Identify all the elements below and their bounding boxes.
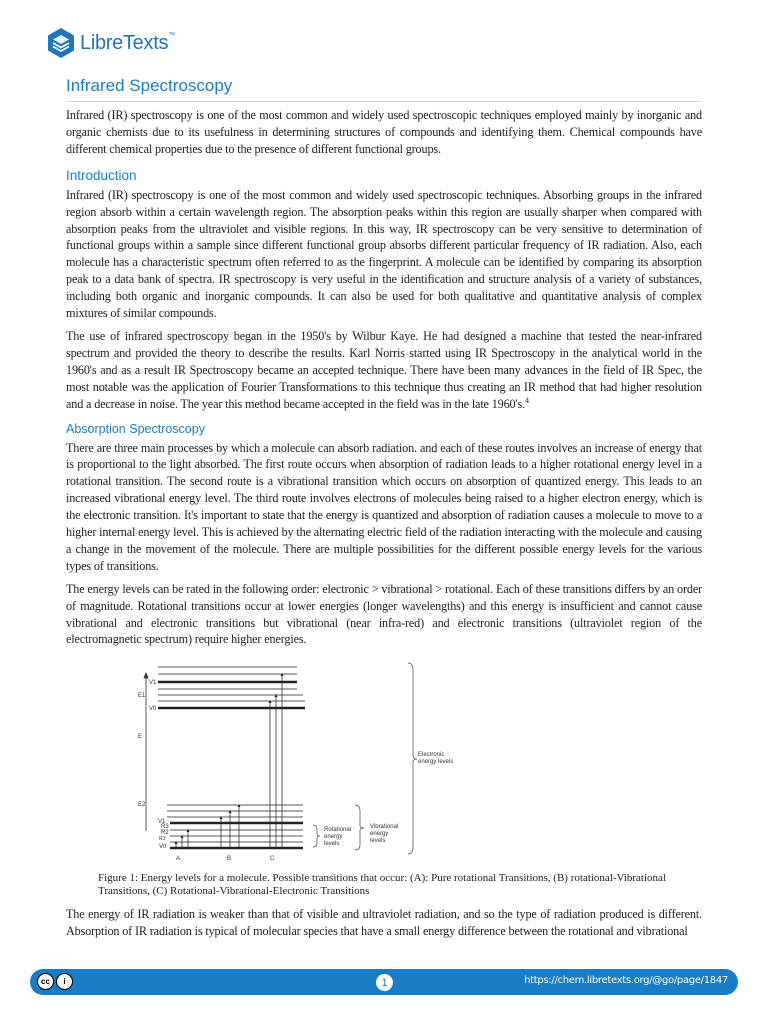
absorption-paragraph-2: The energy levels can be rated in the following order: electronic > vibrational > rotational. Each of these transitions differs by an order of magnitude. Rotational transitions occur at lower energies (longer wavelengths) and this energy is insufficient and cannot cause vibrational and electronic transitions but vibrational (near infra-red) and electronic transitions (ultraviolet region of the electromagnetic spectrum) require higher energies. — [66, 581, 702, 647]
section-heading-absorption: Absorption Spectroscopy — [66, 421, 205, 436]
page-footer — [30, 969, 738, 995]
label-a: A — [176, 856, 181, 863]
rotational-label-3: levels — [324, 841, 340, 848]
cc-by-license[interactable] — [37, 973, 73, 990]
vibrational-label-2: energy — [370, 831, 389, 838]
figure-caption: Figure 1: Energy levels for a molecule. Possible transitions that occur: (A): Pure rotational Transitions, (B) rotational-Vibrational Transitions, (C) Rotational-Vibrational-Electronic Transitions — [98, 872, 666, 898]
lower-energy-levels — [167, 805, 303, 848]
logo-text: LibreTexts™ — [80, 31, 175, 54]
closing-paragraph: The energy of IR radiation is weaker than that of visible and ultraviolet radiation, and so the type of radiation produced is different. Absorption of IR radiation is typical of molecular species that have a small energy difference between the rotational and vibrational — [66, 907, 702, 939]
label-e1: E1 — [138, 693, 146, 700]
vibrational-label-3: levels — [370, 838, 386, 845]
absorption-paragraph-1: There are three main processes by which a molecule can absorb radiation. and each of these routes involves an increase of energy that is proportional to the light absorbed. The first route occurs when absorption of radiation leads to a higher rotational energy level in a rotational transition. The second route is a vibrational transition which occurs on absorption of quantized energy. This leads to an increased vibrational energy level. The third route involves electrons of molecules being raised to a higher electron energy, which is the electronic transition. It's important to state that the energy is quantized and absorption of radiation causes a molecule to move to a higher internal energy level. This is achieved by the alternating electric field of the radiation interacting with the molecule and causing a change in the movement of the molecule. There are multiple possibilities for the different possible energy levels for the various types of transitions. — [66, 440, 702, 573]
footnote-ref[interactable]: 4 — [525, 395, 529, 405]
brackets — [313, 663, 417, 854]
introduction-paragraph-2: The use of infrared spectroscopy began in the 1950's by Wilbur Kaye. He had designed a machine that tested the near-infrared spectrum and provided the theory to describe the results. Karl Norris started using IR Spectroscopy in the analytical world in the 1960's and as a result IR Spectroscopy became an accepted technique. There have been many advances in the field of IR Spec, the most notable was the application of Fourier Transformations to this technique thus creating an IR method that had higher resolution and a decrease in noise. The year this method became accepted in the field was in the late 1960's.$^4$ — [66, 328, 702, 411]
electronic-label-1: Electronic — [418, 752, 445, 759]
page-number: 1 — [376, 974, 393, 991]
label-b: B — [227, 856, 232, 863]
libretexts-hexagon-icon — [46, 27, 76, 59]
attribution-icon: i — [56, 973, 73, 990]
section-heading-introduction: Introduction — [66, 167, 137, 183]
label-v0-top: V0 — [149, 706, 157, 713]
label-c: C — [270, 856, 275, 863]
page-title: Infrared Spectroscopy — [66, 76, 702, 102]
libretexts-logo[interactable] — [46, 27, 175, 59]
energy-level-diagram — [66, 658, 702, 868]
arrow-heads — [175, 673, 284, 844]
label-r3: R3 — [161, 824, 169, 831]
upper-energy-levels — [158, 667, 305, 708]
vibrational-label-1: Vibrational — [370, 824, 399, 831]
label-r2: R2 — [161, 830, 169, 837]
introduction-paragraph-1: Infrared (IR) spectroscopy is one of the most common and widely used spectroscopic techniques. Absorbing groups in the infrared region absorb within a certain wavelength region. The absorption peaks within this region are usually sharper when compared with absorption peaks from the ultraviolet and visible regions. In this way, IR spectroscopy can be very sensitive to determination of functional groups within a sample since different functional group absorbs different particular frequency of IR radiation. Also, each molecule has a characteristic spectrum often referred to as the fingerprint. A molecule can be identified by comparing its absorption peak to a data bank of spectra. IR spectroscopy is very useful in the identification and structure analysis of a variety of substances, including both organic and inorganic compounds. It can also be used for both qualitative and quantitative analysis of complex mixtures of similar compounds. — [66, 187, 702, 321]
label-e2: E2 — [138, 802, 146, 809]
label-e: E — [138, 734, 143, 741]
label-v0-bottom: V0 — [159, 844, 167, 851]
label-v1-top: V1 — [149, 680, 157, 687]
intro-paragraph: Infrared (IR) spectroscopy is one of the most common and widely used spectroscopic techniques employed mainly by inorganic and organic chemists due to its usefulness in determining structures of compounds and identifying them. Chemical compounds have different chemical properties due to the presence of different functional groups. — [66, 108, 702, 156]
label-v1-bottom: V1 — [158, 819, 166, 826]
rotational-label-2: energy — [324, 834, 343, 841]
page-content — [66, 76, 702, 946]
cc-icon: cc — [37, 973, 54, 990]
label-r1: R1 — [159, 836, 166, 843]
electronic-label-2: energy levels — [418, 759, 454, 766]
page-url-link[interactable]: https://chem.libretexts.org/@go/page/1847 — [524, 975, 728, 986]
rotational-label-1: Rotational — [324, 827, 352, 834]
